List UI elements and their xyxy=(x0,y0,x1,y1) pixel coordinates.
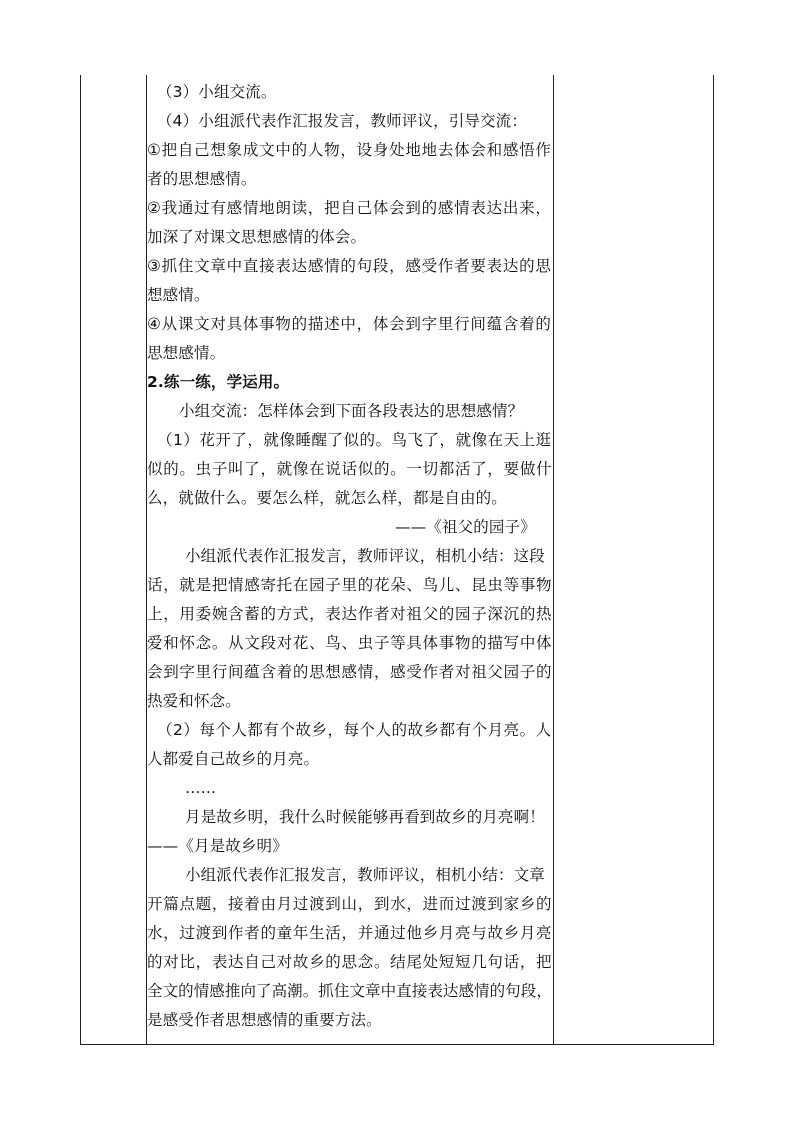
text-line: 思想感情。 xyxy=(147,344,226,362)
text-line: 爱和怀念。从文段对花、鸟、虫子等具体事物的描写中体 xyxy=(147,634,553,652)
text-line: …… xyxy=(185,779,217,797)
table-column-divider-2 xyxy=(553,75,554,1045)
text-line: ④从课文对具体事物的描述中，体会到字里行间蕴含着的 xyxy=(147,315,552,333)
text-line: 2.练一练，学运用。 xyxy=(147,373,290,391)
text-line: 的对比，表达自己对故乡的思念。结尾处短短几句话，把 xyxy=(147,953,553,971)
lesson-content-cell xyxy=(147,78,553,1043)
text-line: （4）小组派代表作汇报发言，教师评议，引导交流： xyxy=(157,112,527,130)
text-line: 么，就做什么。要怎么样，就怎么样，都是自由的。 xyxy=(147,489,507,507)
text-line: 开篇点题，接着由月过渡到山，到水，进而过渡到家乡的 xyxy=(147,895,553,913)
text-line: 全文的情感推向了高潮。抓住文章中直接表达感情的句段， xyxy=(147,982,552,1000)
text-line: ——《祖父的园子》 xyxy=(395,518,536,536)
table-right-border xyxy=(713,75,714,1045)
text-line: ——《月是故乡明》 xyxy=(147,837,288,855)
text-line: 似的。虫子叫了，就像在说话似的。一切都活了，要做什 xyxy=(147,460,553,478)
text-line: 话，就是把情感寄托在园子里的花朵、鸟儿、昆虫等事物 xyxy=(147,576,553,594)
text-line: 小组交流：怎样体会到下面各段表达的思想感情？ xyxy=(179,402,524,420)
text-line: 月是故乡明，我什么时候能够再看到故乡的月亮啊！ xyxy=(185,808,545,826)
text-line: 者的思想感情。 xyxy=(147,170,257,188)
text-line: 小组派代表作汇报发言，教师评议，相机小结：这段 xyxy=(185,547,545,565)
text-line: 小组派代表作汇报发言，教师评议，相机小结：文章 xyxy=(185,866,545,884)
text-line: 人都爱自己故乡的月亮。 xyxy=(147,750,320,768)
text-line: 上，用委婉含蓄的方式，表达作者对祖父的园子深沉的热 xyxy=(147,605,553,623)
text-line: （2）每个人都有个故乡，每个人的故乡都有个月亮。人 xyxy=(157,721,552,739)
table-left-border xyxy=(80,75,81,1045)
text-line: 水，过渡到作者的童年生活，并通过他乡月亮与故乡月亮 xyxy=(147,924,553,942)
text-line: 加深了对课文思想感情的体会。 xyxy=(147,228,367,246)
text-line: 是感受作者思想感情的重要方法。 xyxy=(147,1011,382,1029)
text-line: （3）小组交流。 xyxy=(157,83,277,101)
text-line: ①把自己想象成文中的人物，设身处地地去体会和感悟作 xyxy=(147,141,552,159)
text-line: （1）花开了，就像睡醒了似的。鸟飞了，就像在天上逛 xyxy=(157,431,552,449)
table-bottom-border xyxy=(80,1044,714,1045)
text-line: ②我通过有感情地朗读，把自己体会到的感情表达出来， xyxy=(147,199,552,217)
text-line: 想感情。 xyxy=(147,286,210,304)
text-line: ③抓住文章中直接表达感情的句段，感受作者要表达的思 xyxy=(147,257,552,275)
text-line: 会到字里行间蕴含着的思想感情，感受作者对祖父园子的 xyxy=(147,663,553,681)
text-line: 热爱和怀念。 xyxy=(147,692,241,710)
